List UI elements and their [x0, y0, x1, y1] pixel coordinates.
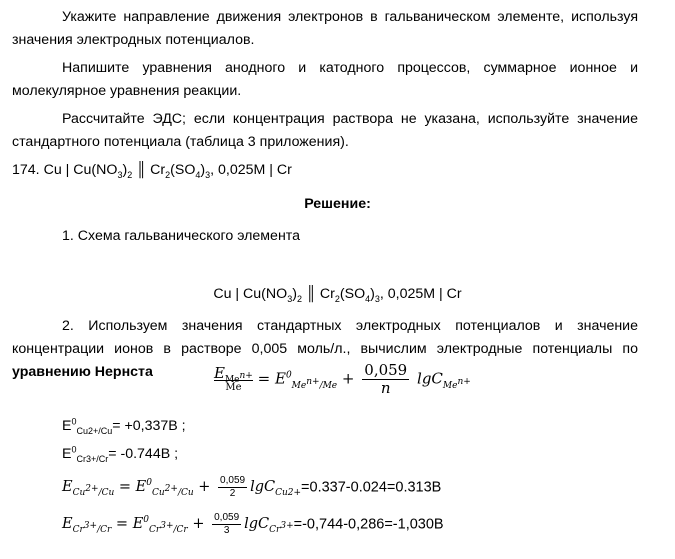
cu-potential-equation: $E_{Cu^{2+}/Cu} = E^0_{Cu^{2+}/Cu}$ + $\frac{0,059}{2}$ lgC$_{Cu2+}$=0.337-0.024=0.313В [62, 475, 442, 499]
intro-paragraph-1: Укажите направление движения электронов в гальваническом элементе, используя значения электродных потенциалов. [12, 9, 638, 48]
step-2-text: 2. Используем значения стандартных электродных потенциалов и значение концентрации ионов в растворе 0,005 моль/л., вычислим электродные потенциалы по уравнению Нернста [12, 318, 638, 380]
problem-number: 174. [12, 162, 40, 178]
cr-potential-equation: $E_{Cr^{3+}/Cr} = E^0_{Cr^{3+}/Cr}$ + $\frac{0,059}{3}$ lgC$_{Cr^{3+}}$=-0,744-0,286=-1,030В [62, 512, 444, 536]
standard-potential-cr: $E^0_{Cr3+/Cr}= -0.744В$ ; [62, 444, 179, 464]
problem-statement [12, 160, 292, 180]
nernst-equation: $E_{Me^{n+}}$ Me = $E^0_{Me^{n+}/Me}$ + $\frac{0,059}{n}$ lgC$_{Me^{n+}}$ [214, 361, 471, 397]
cell-scheme: Cu | $Cu(NO_3)_2$ ║ $Cr_2(SO_4)_3$, 0,025M | Cr [213, 286, 462, 304]
intro-paragraph-2: Напишите уравнения анодного и катодного процессов, суммарное ионное и молекулярное уравнения реакции. [12, 60, 638, 99]
intro-paragraph-3: Рассчитайте ЭДС; если концентрация раствора не указана, используйте значение стандартного потенциала (таблица 3 приложения). [12, 111, 638, 150]
standard-potential-cu: $E^0_{Cu2+/Cu}= +0,337В$ ; [62, 416, 186, 436]
problem-scheme: Cu | $Cu(NO_3)_2$ ║ $Cr_2(SO_4)_3$, 0,025M | Cr [43, 162, 292, 180]
nernst-link-text: уравнению Нернста [12, 364, 153, 380]
step-1-text: 1. Схема гальванического элемента [62, 228, 301, 244]
solution-heading: Решение: [304, 196, 371, 212]
